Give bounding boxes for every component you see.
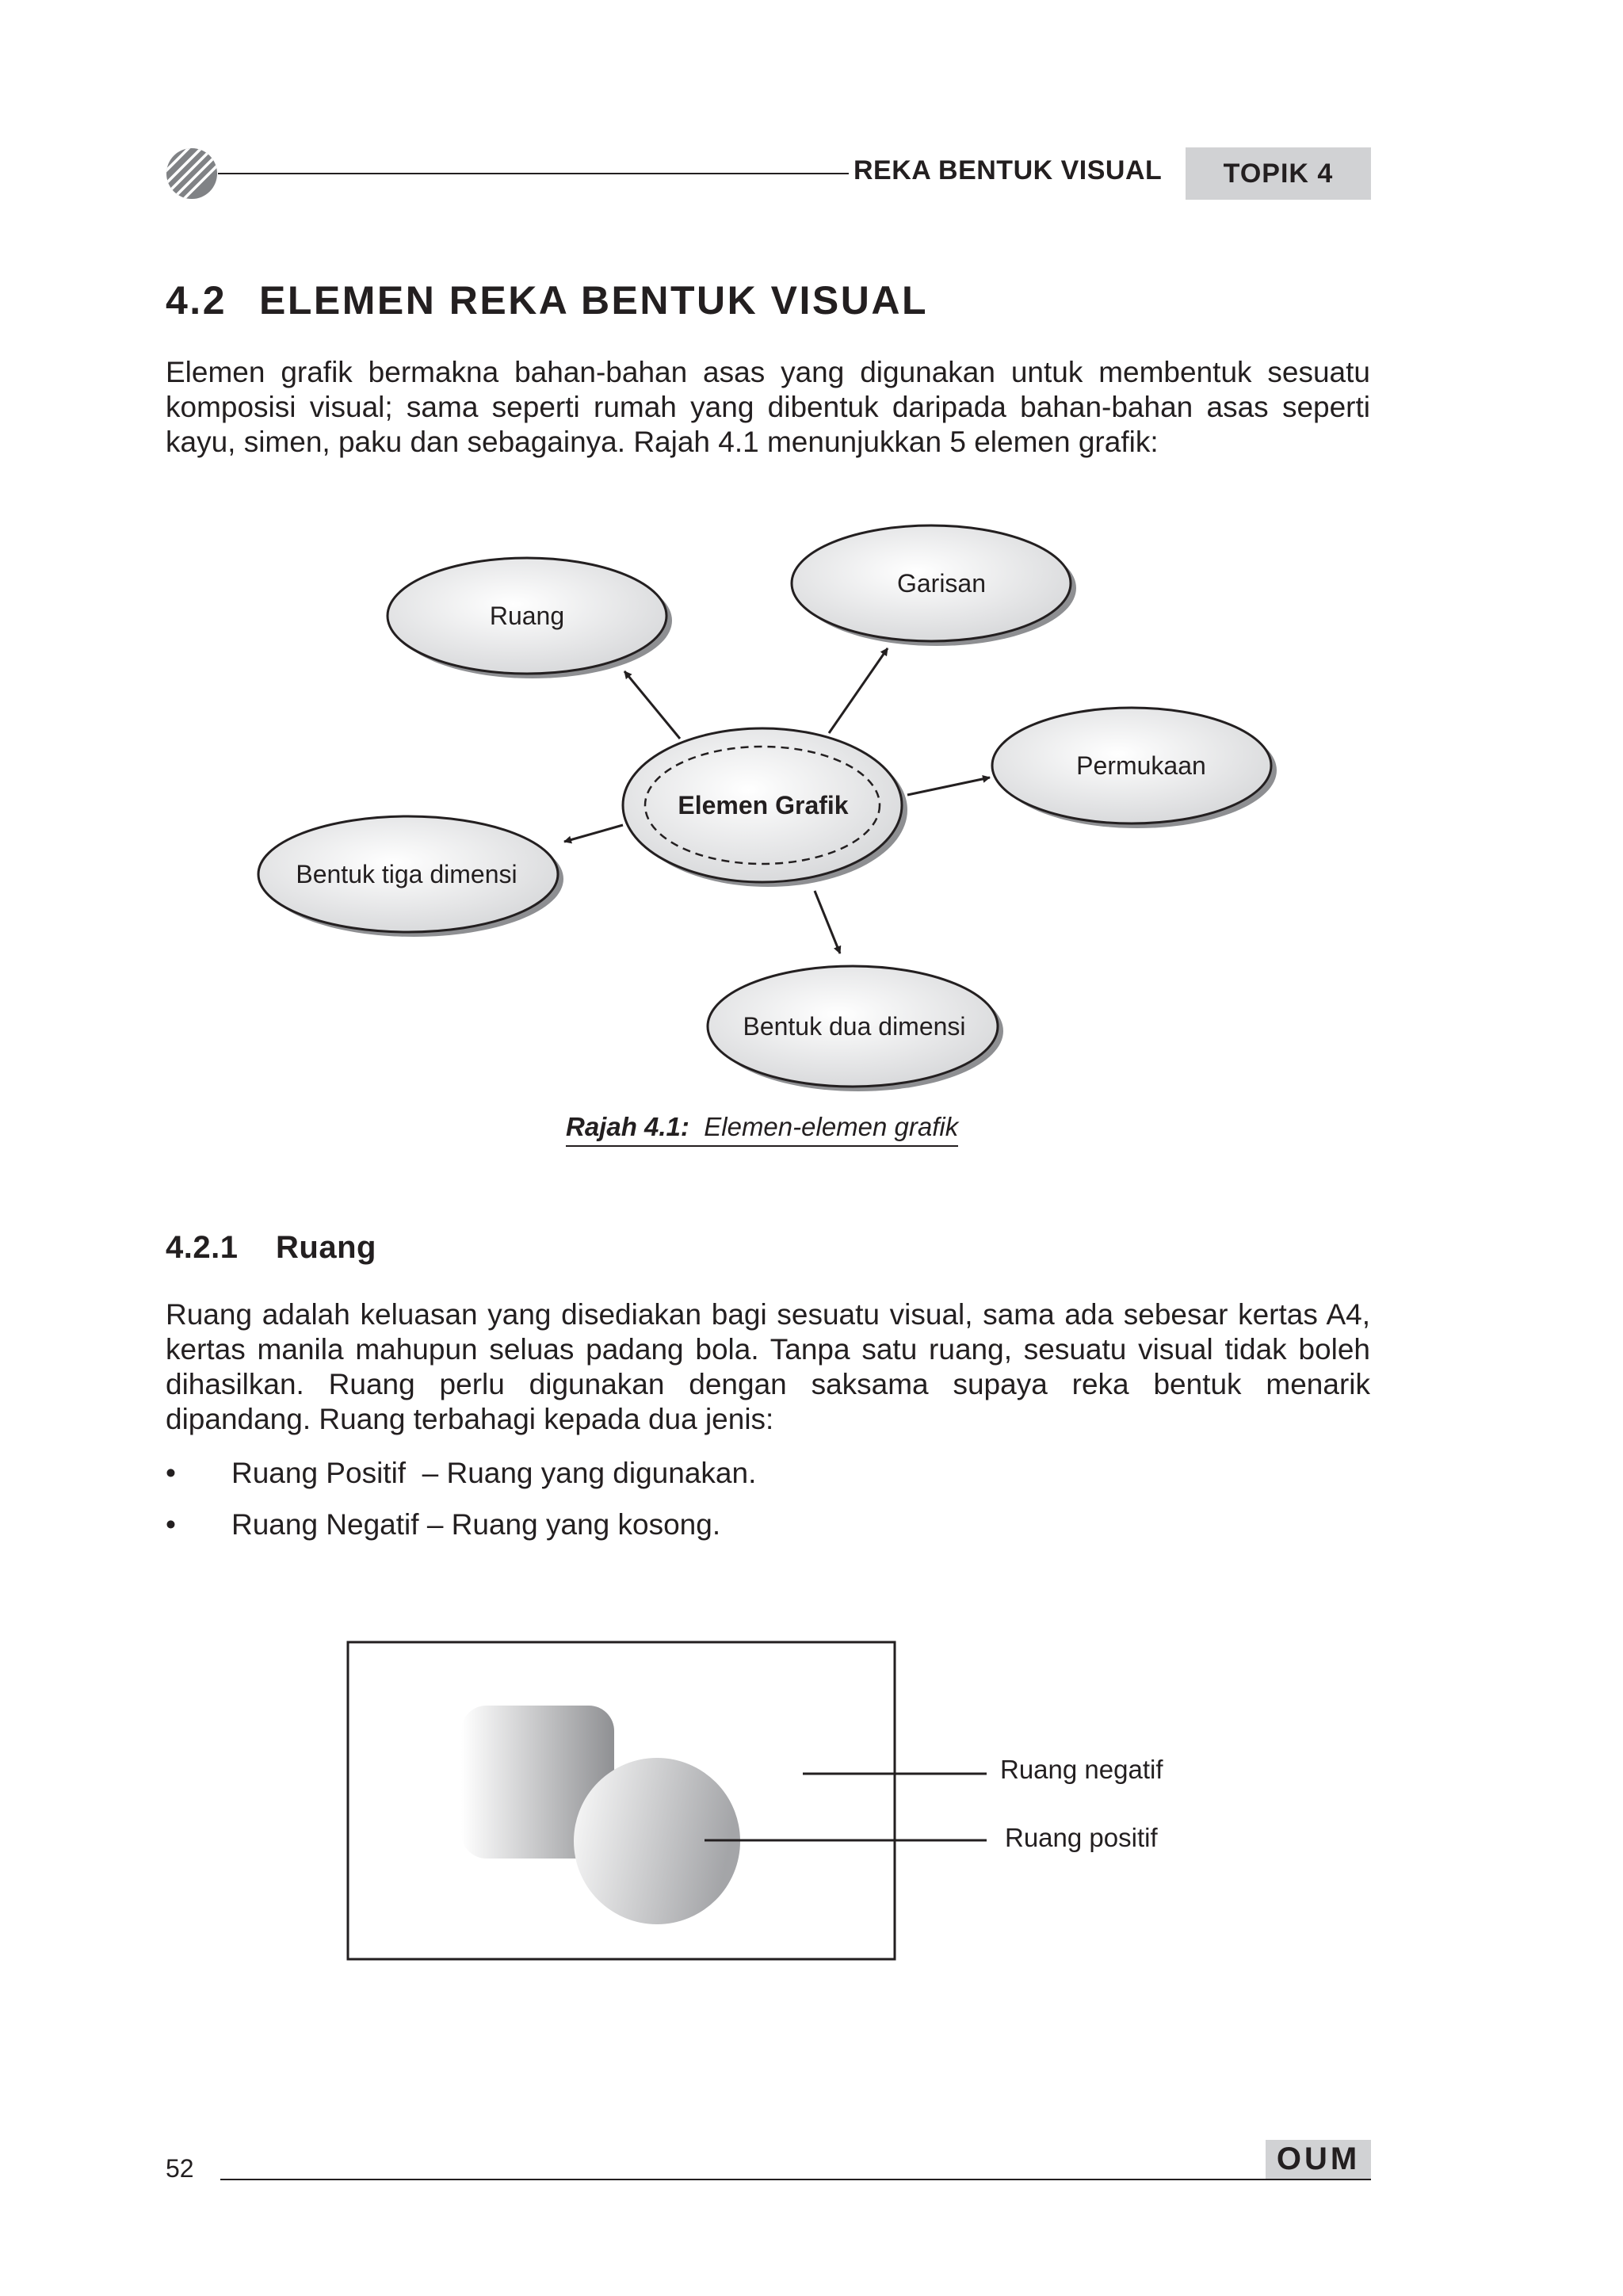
figure-caption-label: Rajah 4.1: (566, 1112, 689, 1141)
ruang-paragraph: Ruang adalah keluasan yang disediakan bagi sesuatu visual, sama ada sebesar kertas A4, kertas manila mahupun seluas padang bola. Tanpa satu ruang, sesuatu visual tidak boleh dihasilkan. Ruang perlu digunakan dengan saksama supaya reka bentuk menarik dipandang. Ruang terbahagi kepada dua jenis: (166, 1298, 1370, 1435)
bullet-2-text: Ruang Negatif – Ruang yang kosong. (231, 1508, 721, 1541)
subsection-heading (166, 1230, 376, 1266)
arrow-to-permukaan (907, 777, 990, 795)
node-ruang (388, 558, 672, 678)
subsection-number: 4.2.1 (166, 1230, 239, 1265)
subsection-title: Ruang (276, 1230, 376, 1265)
arrow-to-bentuk-tiga (564, 825, 623, 842)
node-garisan (792, 525, 1076, 646)
arrow-to-bentuk-dua (815, 891, 840, 953)
node-ruang-label: Ruang (489, 602, 565, 630)
bullet-2-dot: • (166, 1508, 176, 1541)
node-bentuk-tiga-label: Bentuk tiga dimensi (296, 860, 517, 888)
list-item (166, 1507, 1370, 1542)
ruang-types-list (166, 1456, 1370, 1559)
figure-caption (566, 1112, 958, 1147)
section-title: ELEMEN REKA BENTUK VISUAL (259, 278, 929, 323)
figure-graphic-elements-diagram (238, 507, 1308, 1110)
oum-emblem-icon (166, 147, 218, 200)
page-number: 52 (166, 2154, 194, 2183)
header-rule (218, 173, 849, 174)
node-bentuk-dua-label: Bentuk dua dimensi (743, 1012, 966, 1041)
arrow-to-garisan (829, 648, 888, 733)
oum-footer-logo: OUM (1266, 2140, 1371, 2179)
bullet-1-dot: • (166, 1457, 176, 1489)
node-garisan-label: Garisan (896, 569, 987, 598)
footer-rule (220, 2179, 1371, 2180)
list-item (166, 1456, 1370, 1491)
node-elemen-grafik-label: Elemen Grafik (678, 791, 849, 819)
section-heading (166, 277, 928, 323)
bullet-1-text: Ruang Positif – Ruang yang digunakan. (231, 1457, 757, 1489)
topic-tab: TOPIK 4 (1186, 147, 1371, 200)
node-permukaan (992, 708, 1277, 828)
node-elemen-grafik (623, 728, 907, 887)
arrow-to-ruang (624, 671, 680, 739)
node-permukaan-label: Permukaan (1076, 751, 1206, 780)
section-number: 4.2 (166, 278, 227, 323)
negative-space-label: Ruang negatif (1000, 1755, 1163, 1784)
positive-space-label: Ruang positif (1005, 1823, 1158, 1852)
figure-caption-text: Elemen-elemen grafik (704, 1112, 959, 1141)
node-bentuk-dua-dimensi (708, 966, 1003, 1091)
figure-positive-negative-space (346, 1641, 1242, 1966)
node-bentuk-tiga-dimensi (258, 816, 563, 937)
header-title: REKA BENTUK VISUAL (854, 155, 1163, 185)
intro-paragraph: Elemen grafik bermakna bahan-bahan asas yang digunakan untuk membentuk sesuatu komposisi visual; sama seperti rumah yang dibentuk daripada bahan-bahan asas seperti kayu, simen, paku dan sebagainya. Rajah 4.1 menunjukkan 5 elemen grafik: (166, 356, 1370, 458)
